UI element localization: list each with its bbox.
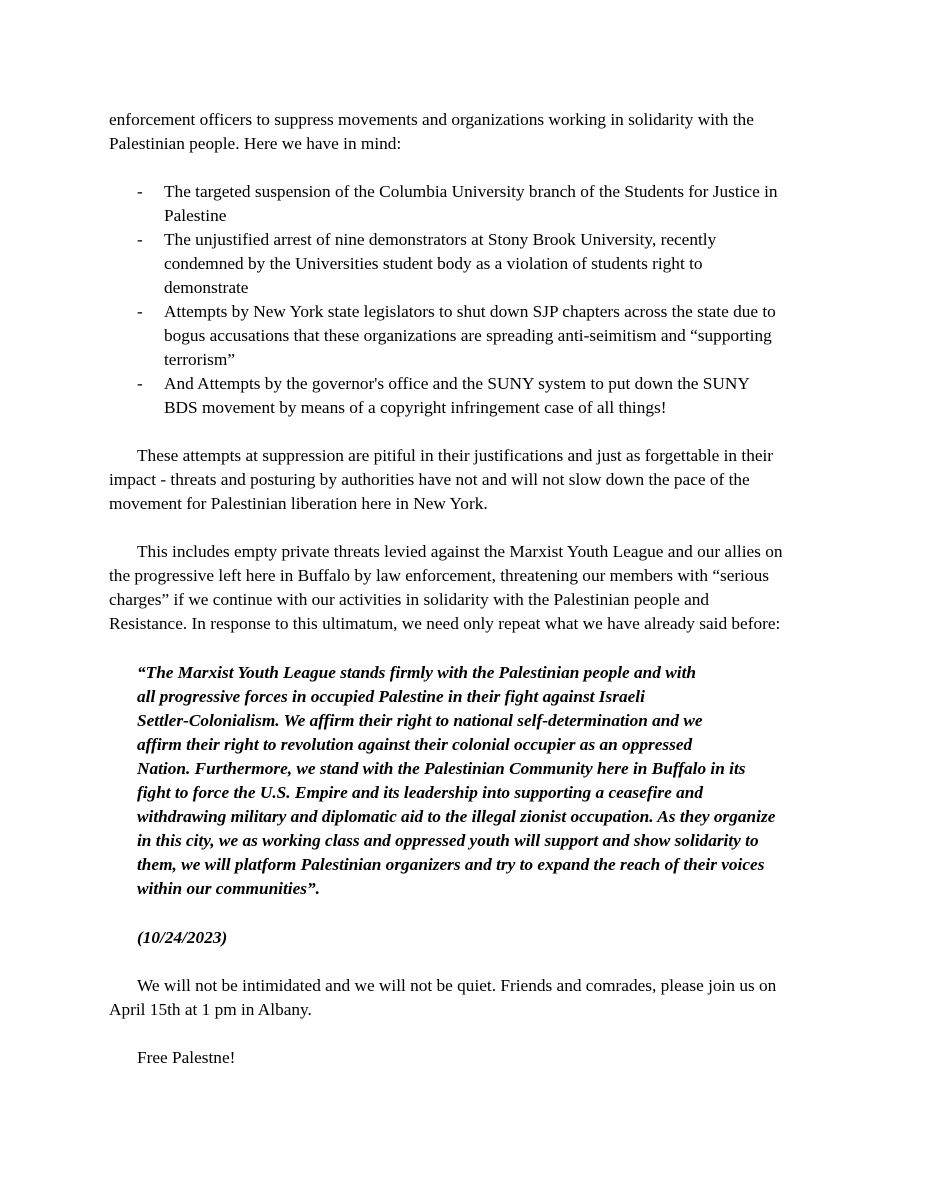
list-item-text: And Attempts by the governor's office and the SUNY system to put down the SUNY — [164, 374, 750, 393]
list-item-text: BDS movement by means of a copyright infringement case of all things! — [164, 398, 667, 417]
paragraph-line: movement for Palestinian liberation here in New York. — [109, 494, 488, 513]
paragraph-line: the progressive left here in Buffalo by law enforcement, threatening our members with “serious — [109, 566, 769, 585]
quote-line: withdrawing military and diplomatic aid to the illegal zionist occupation. As they organize — [137, 807, 776, 826]
quote-line: in this city, we as working class and oppressed youth will support and show solidarity to — [137, 831, 759, 850]
quote-line: them, we will platform Palestinian organizers and try to expand the reach of their voices — [137, 855, 765, 874]
bullet-marker: - — [137, 182, 143, 201]
paragraph-line: April 15th at 1 pm in Albany. — [109, 1000, 312, 1019]
paragraph-line: impact - threats and posturing by authorities have not and will not slow down the pace of the — [109, 470, 750, 489]
list-item-text: Attempts by New York state legislators to shut down SJP chapters across the state due to — [164, 302, 776, 321]
bullet-marker: - — [137, 374, 143, 393]
quote-line: Nation. Furthermore, we stand with the Palestinian Community here in Buffalo in its — [137, 759, 746, 778]
paragraph-line: This includes empty private threats levied against the Marxist Youth League and our allies on — [137, 542, 783, 561]
list-item-text: condemned by the Universities student body as a violation of students right to — [164, 254, 703, 273]
list-item-text: bogus accusations that these organizations are spreading anti-seimitism and “supporting — [164, 326, 772, 345]
bullet-marker: - — [137, 302, 143, 321]
list-item-text: demonstrate — [164, 278, 249, 297]
quote-line: “The Marxist Youth League stands firmly with the Palestinian people and with — [137, 663, 696, 682]
quote-line: all progressive forces in occupied Palestine in their fight against Israeli — [137, 687, 645, 706]
bullet-marker: - — [137, 230, 143, 249]
intro-line: Palestinian people. Here we have in mind: — [109, 134, 402, 153]
list-item-text: The unjustified arrest of nine demonstrators at Stony Brook University, recently — [164, 230, 717, 249]
list-item-text: Palestine — [164, 206, 227, 225]
quote-line: affirm their right to revolution against their colonial occupier as an oppressed — [137, 735, 693, 754]
quote-date: (10/24/2023) — [137, 928, 228, 947]
paragraph-line: These attempts at suppression are pitiful in their justifications and just as forgettable in their — [137, 446, 774, 465]
paragraph-line: Resistance. In response to this ultimatum, we need only repeat what we have already said before: — [109, 614, 781, 633]
paragraph-line: We will not be intimidated and we will not be quiet. Friends and comrades, please join us on — [137, 976, 777, 995]
list-item-text: terrorism” — [164, 350, 236, 369]
quote-line: Settler-Colonialism. We affirm their right to national self-determination and we — [137, 711, 703, 730]
paragraph-line: charges” if we continue with our activities in solidarity with the Palestinian people and — [109, 590, 710, 609]
signoff: Free Palestne! — [137, 1048, 236, 1067]
quote-line: within our communities”. — [137, 879, 320, 898]
quote-line: fight to force the U.S. Empire and its leadership into supporting a ceasefire and — [137, 783, 703, 802]
intro-line: enforcement officers to suppress movements and organizations working in solidarity with the — [109, 110, 754, 129]
list-item-text: The targeted suspension of the Columbia University branch of the Students for Justice in — [164, 182, 778, 201]
